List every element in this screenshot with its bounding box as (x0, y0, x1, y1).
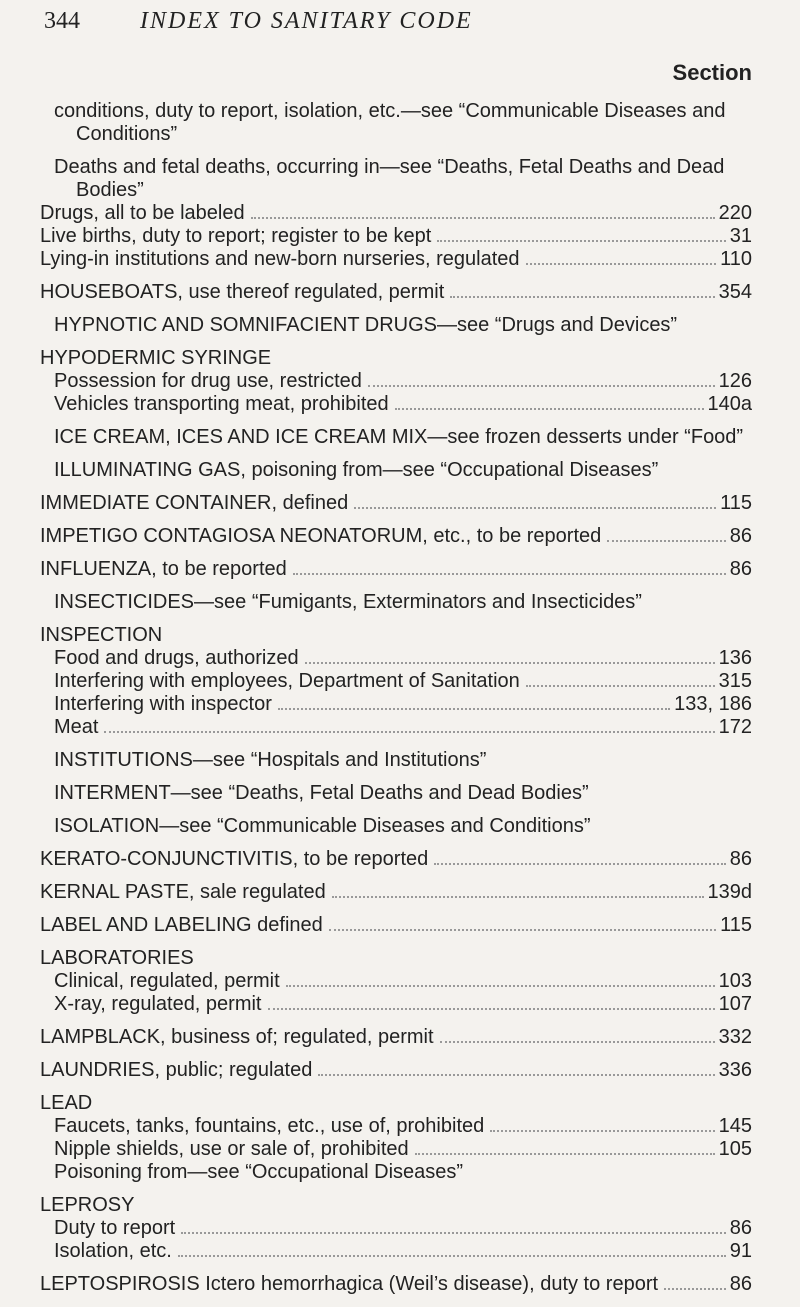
entry-label: Interfering with employees, Department of Sanitation (54, 670, 520, 692)
index-heading: LABORATORIES (40, 947, 194, 969)
index-row (40, 716, 752, 739)
index-entry: INSECTICIDES—see “Fumigants, Exterminators and Insecticides” (54, 591, 642, 613)
entry-label: KERNAL PASTE, sale regulated (40, 881, 326, 903)
entry-label: Food and drugs, authorized (54, 647, 299, 669)
entry-label: IMMEDIATE CONTAINER, defined (40, 492, 349, 514)
section-number: 315 (718, 670, 752, 692)
index-row (40, 525, 752, 548)
index-row (40, 1059, 752, 1082)
entry-label: Duty to report (54, 1217, 176, 1239)
section-number: 86 (729, 1273, 752, 1295)
section-number: 115 (720, 914, 752, 936)
index-row (40, 248, 752, 271)
index-row (40, 202, 752, 225)
section-number: 172 (718, 716, 752, 738)
index-entry: ISOLATION—see “Communicable Diseases and Conditions” (54, 815, 591, 837)
entry-label: Clinical, regulated, permit (54, 970, 280, 992)
section-number: 136 (718, 647, 752, 669)
entry-label: LAUNDRIES, public; regulated (40, 1059, 313, 1081)
entry-label: INFLUENZA, to be reported (40, 558, 287, 580)
entry-label: KERATO-CONJUNCTIVITIS, to be reported (40, 848, 429, 870)
index-row (40, 1026, 752, 1049)
section-number: 126 (718, 370, 752, 392)
section-number: 220 (718, 202, 752, 224)
index-entry: ILLUMINATING GAS, poisoning from—see “Occupational Diseases” (54, 459, 659, 481)
index-row (40, 993, 752, 1016)
index-row (40, 558, 752, 581)
section-number: 354 (718, 281, 752, 303)
index-list (40, 100, 752, 1296)
entry-label: X-ray, regulated, permit (54, 993, 262, 1015)
index-row (40, 281, 752, 304)
entry-label: Live births, duty to report; register to be kept (40, 225, 432, 247)
index-heading: HYPODERMIC SYRINGE (40, 347, 272, 369)
section-number: 107 (718, 993, 752, 1015)
section-number: 115 (720, 492, 752, 514)
index-row (40, 1138, 752, 1161)
section-column-label: Section (672, 60, 752, 85)
entry-label: Faucets, tanks, fountains, etc., use of, prohibited (54, 1115, 485, 1137)
section-number: 133, 186 (674, 693, 752, 715)
index-heading: LEPROSY (40, 1194, 135, 1216)
index-row (40, 492, 752, 515)
index-entry: conditions, duty to report, isolation, etc.—see “Communicable Diseases and Conditions” (54, 100, 726, 145)
entry-label: Vehicles transporting meat, prohibited (54, 393, 389, 415)
entry-label: IMPETIGO CONTAGIOSA NEONATORUM, etc., to be reported (40, 525, 602, 547)
entry-label: LABEL AND LABELING defined (40, 914, 323, 936)
index-row (40, 848, 752, 871)
section-number: 336 (718, 1059, 752, 1081)
index-entry: HYPNOTIC AND SOMNIFACIENT DRUGS—see “Drugs and Devices” (54, 314, 678, 336)
index-row (40, 647, 752, 670)
index-entry: Deaths and fetal deaths, occurring in—see “Deaths, Fetal Deaths and Dead Bodies” (54, 156, 725, 201)
entry-label: LAMPBLACK, business of; regulated, permit (40, 1026, 434, 1048)
index-entry: INSTITUTIONS—see “Hospitals and Institutions” (54, 749, 487, 771)
section-number: 91 (729, 1240, 752, 1262)
section-number: 110 (720, 248, 752, 270)
index-entry: INTERMENT—see “Deaths, Fetal Deaths and Dead Bodies” (54, 782, 589, 804)
index-row (40, 1240, 752, 1263)
section-number: 86 (729, 525, 752, 547)
index-row (40, 881, 752, 904)
entry-label: HOUSEBOATS, use thereof regulated, permit (40, 281, 445, 303)
section-number: 145 (718, 1115, 752, 1137)
entry-label: Nipple shields, use or sale of, prohibited (54, 1138, 409, 1160)
section-number: 105 (718, 1138, 752, 1160)
section-number: 86 (729, 848, 752, 870)
index-row (40, 1217, 752, 1240)
index-row (40, 393, 752, 416)
entry-label: Interfering with inspector (54, 693, 272, 715)
index-row (40, 1115, 752, 1138)
section-number: 86 (729, 1217, 752, 1239)
entry-label: LEPTOSPIROSIS Ictero hemorrhagica (Weil’s disease), duty to report (40, 1273, 659, 1295)
index-row (40, 370, 752, 393)
section-number: 31 (729, 225, 752, 247)
running-head: INDEX TO SANITARY CODE (140, 8, 473, 34)
section-number: 139d (707, 881, 752, 903)
index-row (40, 970, 752, 993)
entry-label: Isolation, etc. (54, 1240, 172, 1262)
index-row (40, 693, 752, 716)
section-number: 86 (729, 558, 752, 580)
index-entry: Poisoning from—see “Occupational Diseases” (54, 1161, 464, 1183)
index-row (40, 225, 752, 248)
section-number: 332 (718, 1026, 752, 1048)
entry-label: Lying-in institutions and new-born nurseries, regulated (40, 248, 520, 270)
index-row (40, 914, 752, 937)
index-row (40, 1273, 752, 1296)
entry-label: Meat (54, 716, 99, 738)
index-heading: INSPECTION (40, 624, 163, 646)
index-row (40, 670, 752, 693)
page-header (44, 8, 756, 44)
page-number: 344 (44, 8, 80, 34)
entry-label: Drugs, all to be labeled (40, 202, 245, 224)
section-number: 103 (718, 970, 752, 992)
index-entry: ICE CREAM, ICES AND ICE CREAM MIX—see frozen desserts under “Food” (54, 426, 744, 448)
index-heading: LEAD (40, 1092, 93, 1114)
section-number: 140a (707, 393, 752, 415)
entry-label: Possession for drug use, restricted (54, 370, 362, 392)
